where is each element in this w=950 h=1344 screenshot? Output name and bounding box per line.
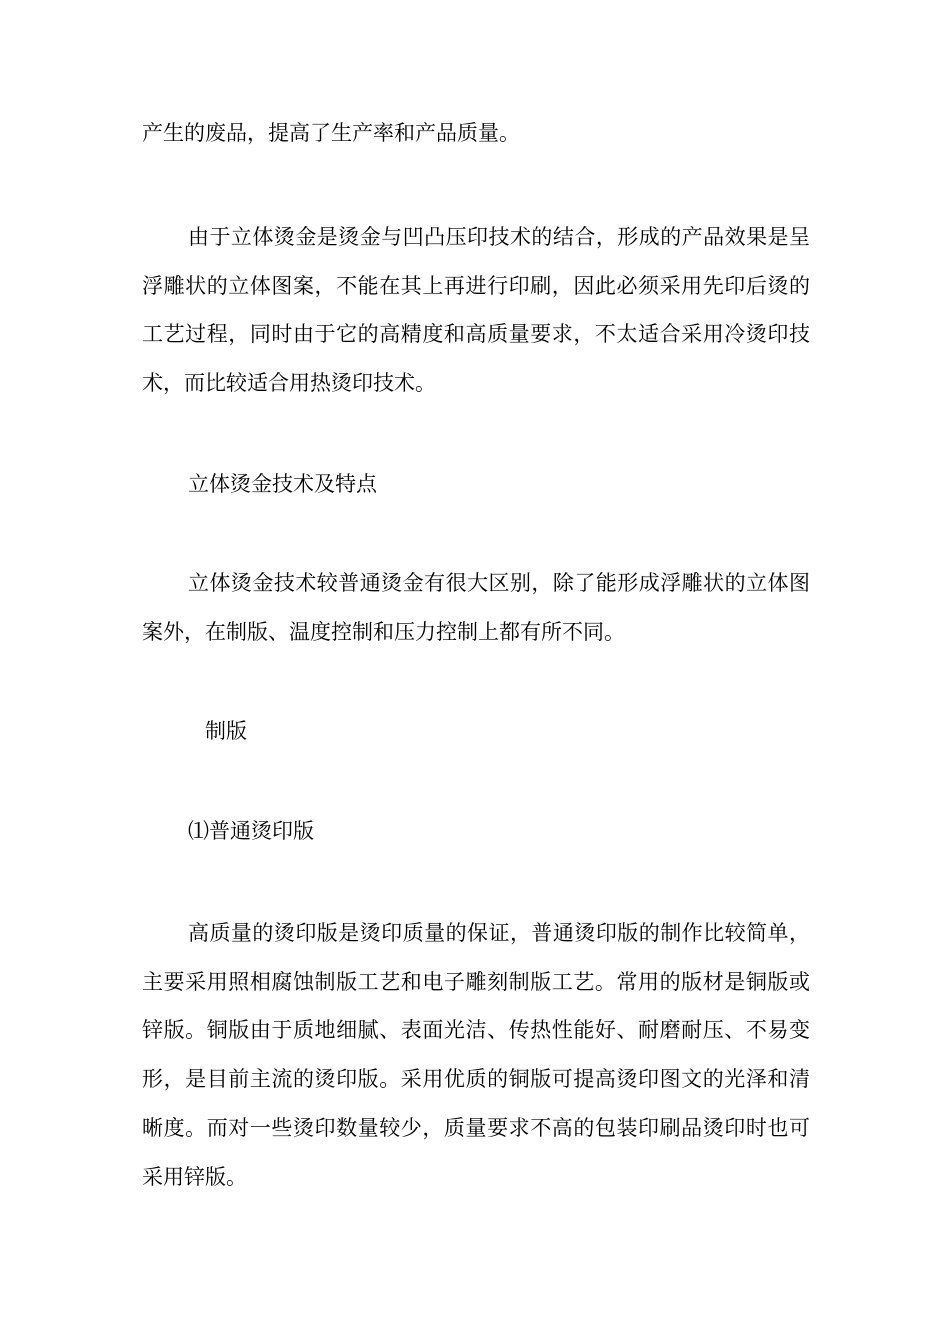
section-heading-technique: 立体烫金技术及特点 bbox=[188, 472, 377, 496]
section-heading-plate-making: 制版 bbox=[205, 719, 247, 743]
paragraph-stamping-process: 由于立体烫金是烫金与凹凸压印技术的结合，形成的产品效果是呈浮雕状的立体图案，不能在其上再进行印刷，因此必须采用先印后烫的工艺过程，同时由于它的高精度和高质量要求，不太适合采用冷烫印技术，而比较适合用热烫印技术。 bbox=[142, 225, 810, 396]
paragraph-technique-differences: 立体烫金技术较普通烫金有很大区别，除了能形成浮雕状的立体图案外，在制版、温度控制和压力控制上都有所不同。 bbox=[142, 571, 810, 644]
subsection-heading-regular-plate: ⑴普通烫印版 bbox=[188, 819, 314, 843]
paragraph-continuation: 产生的废品，提高了生产率和产品质量。 bbox=[142, 121, 520, 145]
paragraph-regular-plate: 高质量的烫印版是烫印质量的保证，普通烫印版的制作比较简单，主要采用照相腐蚀制版工艺和电子雕刻制版工艺。常用的版材是铜版或锌版。铜版由于质地细腻、表面光洁、传热性能好、耐磨耐压、不易变形，是目前主流的烫印版。采用优质的铜版可提高烫印图文的光泽和清晰度。而对一些烫印数量较少，质量要求不高的包装印刷品烫印时也可采用锌版。 bbox=[142, 921, 810, 1189]
